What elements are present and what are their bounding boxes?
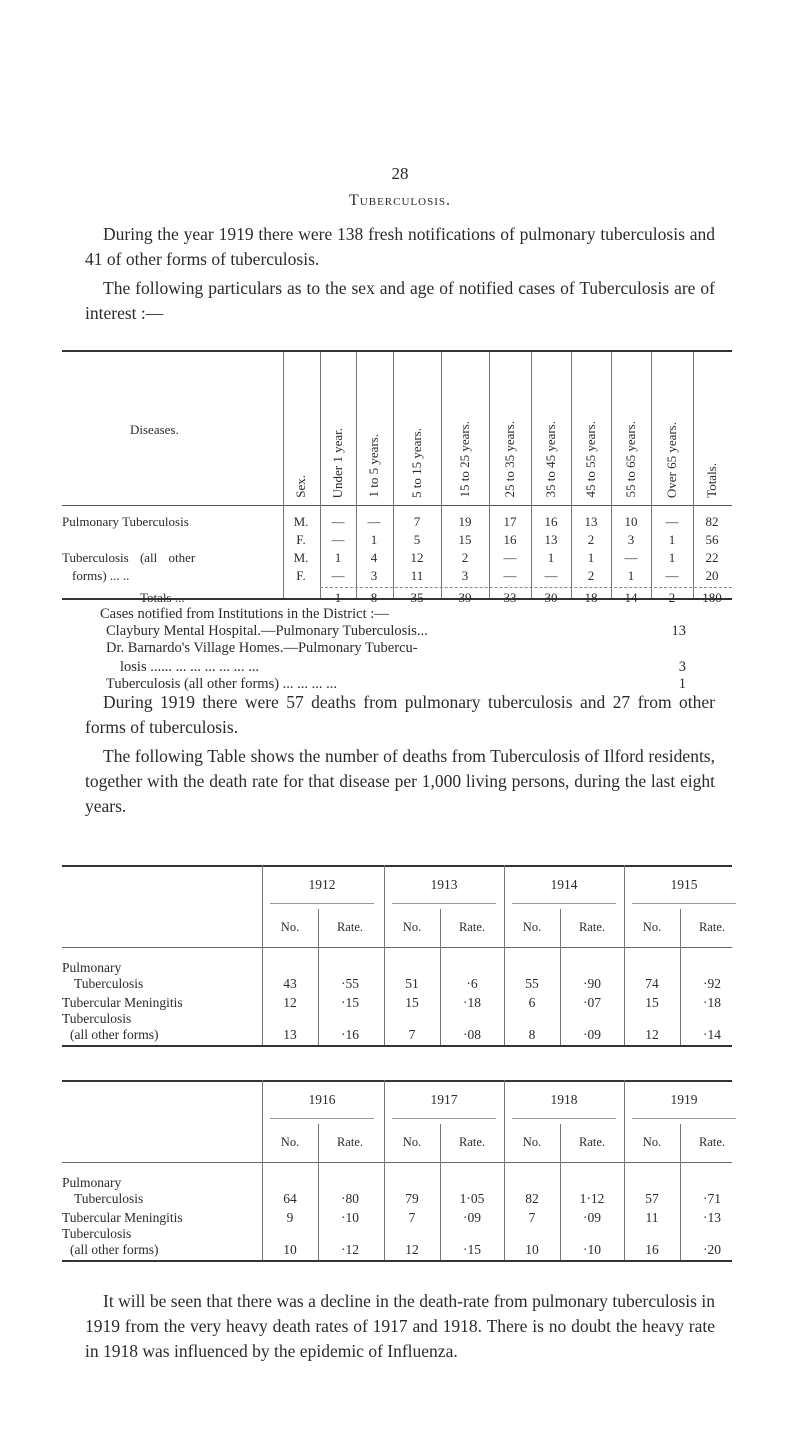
- totals-cell: 8: [370, 590, 378, 605]
- year-underline: [632, 1118, 736, 1119]
- data-cell: 16: [503, 532, 517, 547]
- data-cell: 1: [587, 550, 595, 565]
- data-cell: 2: [461, 550, 469, 565]
- disease-other-line1: Tuberculosis (all other: [62, 550, 196, 565]
- header-col-3: 1 to 5 years.: [366, 434, 381, 498]
- rate-cell: ·07: [583, 995, 601, 1010]
- header-col-11: Totals.: [704, 463, 719, 498]
- header-col-9: 55 to 65 years.: [623, 421, 638, 498]
- col-no-header: No.: [522, 1135, 542, 1149]
- data-cell: 12: [410, 550, 424, 565]
- rate-cell: ·90: [583, 976, 601, 991]
- notes-line1-label: Claybury Mental Hospital.—Pulmonary Tuberculosis...: [106, 623, 428, 639]
- row-label-sub: (all other forms): [70, 1242, 159, 1257]
- rate-cell: ·08: [463, 1027, 481, 1042]
- sex-cell: F.: [296, 568, 306, 583]
- rate-cell: ·09: [583, 1027, 601, 1042]
- notes-line: [106, 640, 686, 657]
- year-underline: [270, 1118, 374, 1119]
- year-header: 1918: [550, 1092, 578, 1107]
- col-rate-header: Rate.: [578, 1135, 606, 1149]
- count-cell: 8: [528, 1027, 536, 1042]
- notes-line4-label: Tuberculosis (all other forms) ... ... ... ...: [106, 676, 338, 692]
- data-cell: 1: [627, 568, 635, 583]
- count-cell: 12: [405, 1242, 419, 1257]
- row-label: Tuberculosis: [62, 1011, 132, 1026]
- col-rate-header: Rate.: [458, 920, 486, 934]
- header-col-8: 45 to 55 years.: [583, 421, 598, 498]
- data-cell: 1: [668, 550, 676, 565]
- year-underline: [512, 903, 616, 904]
- row-label: Tuberculosis: [62, 1226, 132, 1241]
- count-cell: 6: [528, 995, 536, 1010]
- count-cell: 7: [528, 1210, 536, 1225]
- particulars-paragraph: [85, 276, 715, 326]
- data-cell: —: [544, 568, 558, 583]
- disease-pulmonary: Pulmonary Tuberculosis: [62, 514, 189, 529]
- totals-cell: 180: [702, 590, 722, 605]
- data-cell: —: [503, 550, 517, 565]
- col-rate-header: Rate.: [336, 920, 364, 934]
- row-label-sub: Tuberculosis: [74, 976, 144, 991]
- totals-separator: [320, 587, 732, 588]
- data-cell: 15: [458, 532, 472, 547]
- data-cell: 4: [370, 550, 378, 565]
- row-label-sub: Tuberculosis: [74, 1191, 144, 1206]
- count-cell: 79: [405, 1191, 419, 1206]
- row-label-sub: (all other forms): [70, 1027, 159, 1042]
- notes-line3-value: 3: [678, 659, 686, 675]
- data-cell: —: [331, 514, 345, 529]
- year-header: 1913: [430, 877, 458, 892]
- notes-line3-label: losis ...... ... ... ... ... ... ...: [120, 659, 259, 675]
- rate-cell: ·15: [463, 1242, 481, 1257]
- header-diseases: Diseases.: [130, 422, 179, 437]
- data-cell: —: [367, 514, 381, 529]
- rate-cell: ·18: [703, 995, 721, 1010]
- row-label: Pulmonary: [62, 960, 122, 975]
- year-underline: [270, 903, 374, 904]
- rate-cell: ·09: [583, 1210, 601, 1225]
- col-rate-header: Rate.: [578, 920, 606, 934]
- rate-cell: ·16: [341, 1027, 359, 1042]
- intro-paragraph: [85, 222, 715, 272]
- rate-cell: ·55: [341, 976, 359, 991]
- data-cell: 13: [584, 514, 598, 529]
- rate-cell: ·18: [463, 995, 481, 1010]
- sex-cell: F.: [296, 532, 306, 547]
- totals-cell: 18: [584, 590, 598, 605]
- col-divider: [393, 352, 394, 598]
- year-header: 1916: [308, 1092, 336, 1107]
- data-cell: 82: [705, 514, 719, 529]
- rate-cell: 1·12: [579, 1191, 605, 1206]
- header-col-7: 35 to 45 years.: [543, 421, 558, 498]
- header-col-10: Over 65 years.: [664, 421, 679, 498]
- count-cell: 55: [525, 976, 539, 991]
- notes-line: [120, 659, 700, 676]
- col-divider: [611, 352, 612, 598]
- col-divider: [651, 352, 652, 598]
- table-header-rule: [62, 947, 732, 948]
- death-rate-table: [62, 1080, 732, 1270]
- col-divider: [571, 352, 572, 598]
- col-no-header: No.: [280, 1135, 300, 1149]
- rate-cell: ·10: [341, 1210, 359, 1225]
- table-top-rule: [62, 865, 732, 867]
- data-cell: 2: [587, 568, 595, 583]
- col-divider: [441, 352, 442, 598]
- rate-cell: ·71: [703, 1191, 721, 1206]
- row-label: Pulmonary: [62, 1175, 122, 1190]
- table-header-rule: [62, 505, 732, 506]
- totals-cell: 35: [410, 590, 424, 605]
- totals-cell: 30: [544, 590, 558, 605]
- particulars-paragraph-text: The following particulars as to the sex and age of notified cases of Tuberculosis are of interest :—: [85, 278, 715, 323]
- year-header: 1915: [670, 877, 698, 892]
- data-cell: 19: [458, 514, 472, 529]
- institution-notes: [100, 606, 700, 691]
- count-cell: 10: [283, 1242, 297, 1257]
- data-cell: —: [665, 568, 679, 583]
- col-rate-header: Rate.: [698, 920, 726, 934]
- notes-line: [106, 623, 686, 640]
- count-cell: 74: [645, 976, 659, 991]
- col-no-header: No.: [522, 920, 542, 934]
- rate-cell: ·12: [341, 1242, 359, 1257]
- data-cell: 7: [413, 514, 421, 529]
- data-cell: 56: [705, 532, 719, 547]
- totals-label: Totals ...: [140, 590, 185, 605]
- year-underline: [512, 1118, 616, 1119]
- table-bottom-rule: [62, 1260, 732, 1262]
- header-col-1: Sex.: [293, 475, 308, 498]
- deaths-paragraph-text: During 1919 there were 57 deaths from pulmonary tuberculosis and 27 from other forms of tuberculosis.: [85, 692, 715, 737]
- table-top-rule: [62, 1080, 732, 1082]
- totals-cell: 2: [668, 590, 676, 605]
- header-col-5: 15 to 25 years.: [457, 421, 472, 498]
- rate-cell: ·09: [463, 1210, 481, 1225]
- data-cell: 1: [547, 550, 555, 565]
- rate-cell: ·14: [703, 1027, 721, 1042]
- data-cell: 13: [544, 532, 558, 547]
- rate-cell: ·80: [341, 1191, 359, 1206]
- table-bottom-rule: [62, 1045, 732, 1047]
- count-cell: 7: [408, 1210, 416, 1225]
- rate-cell: ·6: [466, 976, 478, 991]
- table-top-rule: [62, 350, 732, 352]
- death-rate-table: [62, 865, 732, 1055]
- totals-cell: 1: [334, 590, 342, 605]
- data-cell: 3: [461, 568, 469, 583]
- data-cell: 1: [334, 550, 342, 565]
- data-cell: —: [503, 568, 517, 583]
- col-no-header: No.: [402, 1135, 422, 1149]
- year-underline: [392, 1118, 496, 1119]
- data-cell: 17: [503, 514, 517, 529]
- col-no-header: No.: [280, 920, 300, 934]
- header-col-6: 25 to 35 years.: [502, 421, 517, 498]
- section-heading: Tuberculosis.: [349, 192, 451, 209]
- conclusion-paragraph-text: It will be seen that there was a decline in the death-rate from pulmonary tuberculosis in 1919 from the very heavy death rates of 1917 and 1918. There is no doubt the heavy rate in 1918 was influenced by the epidemic of Influenza.: [85, 1291, 715, 1361]
- header-col-2: Under 1 year.: [330, 427, 345, 498]
- disease-other-line2: forms) ... ..: [72, 568, 130, 583]
- row-label: Tubercular Meningitis: [62, 1210, 183, 1225]
- data-cell: —: [331, 532, 345, 547]
- data-cell: 20: [705, 568, 719, 583]
- year-header: 1919: [670, 1092, 698, 1107]
- count-cell: 15: [645, 995, 659, 1010]
- header-col-4: 5 to 15 years.: [409, 427, 424, 498]
- count-cell: 64: [283, 1191, 297, 1206]
- table-intro-paragraph: [85, 744, 715, 819]
- data-cell: 3: [370, 568, 378, 583]
- count-cell: 9: [286, 1210, 294, 1225]
- count-cell: 51: [405, 976, 419, 991]
- rate-cell: ·20: [703, 1242, 721, 1257]
- count-cell: 10: [525, 1242, 539, 1257]
- totals-cell: 14: [624, 590, 638, 605]
- year-underline: [632, 903, 736, 904]
- col-rate-header: Rate.: [698, 1135, 726, 1149]
- count-cell: 13: [283, 1027, 297, 1042]
- col-divider: [283, 352, 284, 598]
- notes-line2-label: Dr. Barnardo's Village Homes.—Pulmonary Tubercu-: [106, 640, 418, 656]
- sex-cell: M.: [293, 514, 309, 529]
- data-cell: 1: [370, 532, 378, 547]
- count-cell: 7: [408, 1027, 416, 1042]
- count-cell: 43: [283, 976, 297, 991]
- col-no-header: No.: [402, 920, 422, 934]
- col-rate-header: Rate.: [458, 1135, 486, 1149]
- sex-cell: M.: [293, 550, 309, 565]
- data-cell: 1: [668, 532, 676, 547]
- data-cell: 10: [624, 514, 638, 529]
- totals-cell: 39: [458, 590, 472, 605]
- year-header: 1914: [550, 877, 578, 892]
- year-underline: [392, 903, 496, 904]
- data-cell: 3: [627, 532, 635, 547]
- year-header: 1917: [430, 1092, 458, 1107]
- count-cell: 57: [645, 1191, 659, 1206]
- rate-cell: ·10: [583, 1242, 601, 1257]
- col-divider: [489, 352, 490, 598]
- data-cell: 16: [544, 514, 558, 529]
- notes-line4-value: 1: [678, 676, 686, 692]
- table-intro-paragraph-text: The following Table shows the number of deaths from Tuberculosis of Ilford residents, together with the death rate for that disease per 1,000 living persons, during the last eight years.: [85, 746, 715, 816]
- col-divider: [531, 352, 532, 598]
- intro-paragraph-text: During the year 1919 there were 138 fresh notifications of pulmonary tuberculosis and 41 of other forms of tuberculosis.: [85, 224, 715, 269]
- conclusion-paragraph: [85, 1289, 715, 1364]
- rate-cell: ·92: [703, 976, 721, 991]
- rate-cell: 1·05: [459, 1191, 485, 1206]
- notes-line1-value: 13: [671, 623, 686, 639]
- rate-cell: ·13: [703, 1210, 721, 1225]
- data-cell: —: [624, 550, 638, 565]
- year-header: 1912: [308, 877, 336, 892]
- col-rate-header: Rate.: [336, 1135, 364, 1149]
- count-cell: 11: [645, 1210, 659, 1225]
- row-label: Tubercular Meningitis: [62, 995, 183, 1010]
- col-no-header: No.: [642, 920, 662, 934]
- page-number: 28: [391, 164, 409, 183]
- count-cell: 16: [645, 1242, 659, 1257]
- data-cell: —: [331, 568, 345, 583]
- count-cell: 12: [283, 995, 297, 1010]
- table-header-rule: [62, 1162, 732, 1163]
- col-no-header: No.: [642, 1135, 662, 1149]
- data-cell: 5: [413, 532, 421, 547]
- rate-cell: ·15: [341, 995, 359, 1010]
- data-cell: 2: [587, 532, 595, 547]
- deaths-paragraph: [85, 690, 715, 740]
- count-cell: 12: [645, 1027, 659, 1042]
- totals-cell: 33: [503, 590, 517, 605]
- notes-intro: Cases notified from Institutions in the District :—: [100, 606, 389, 622]
- data-cell: —: [665, 514, 679, 529]
- data-cell: 22: [705, 550, 719, 565]
- data-cell: 11: [410, 568, 424, 583]
- count-cell: 82: [525, 1191, 539, 1206]
- count-cell: 15: [405, 995, 419, 1010]
